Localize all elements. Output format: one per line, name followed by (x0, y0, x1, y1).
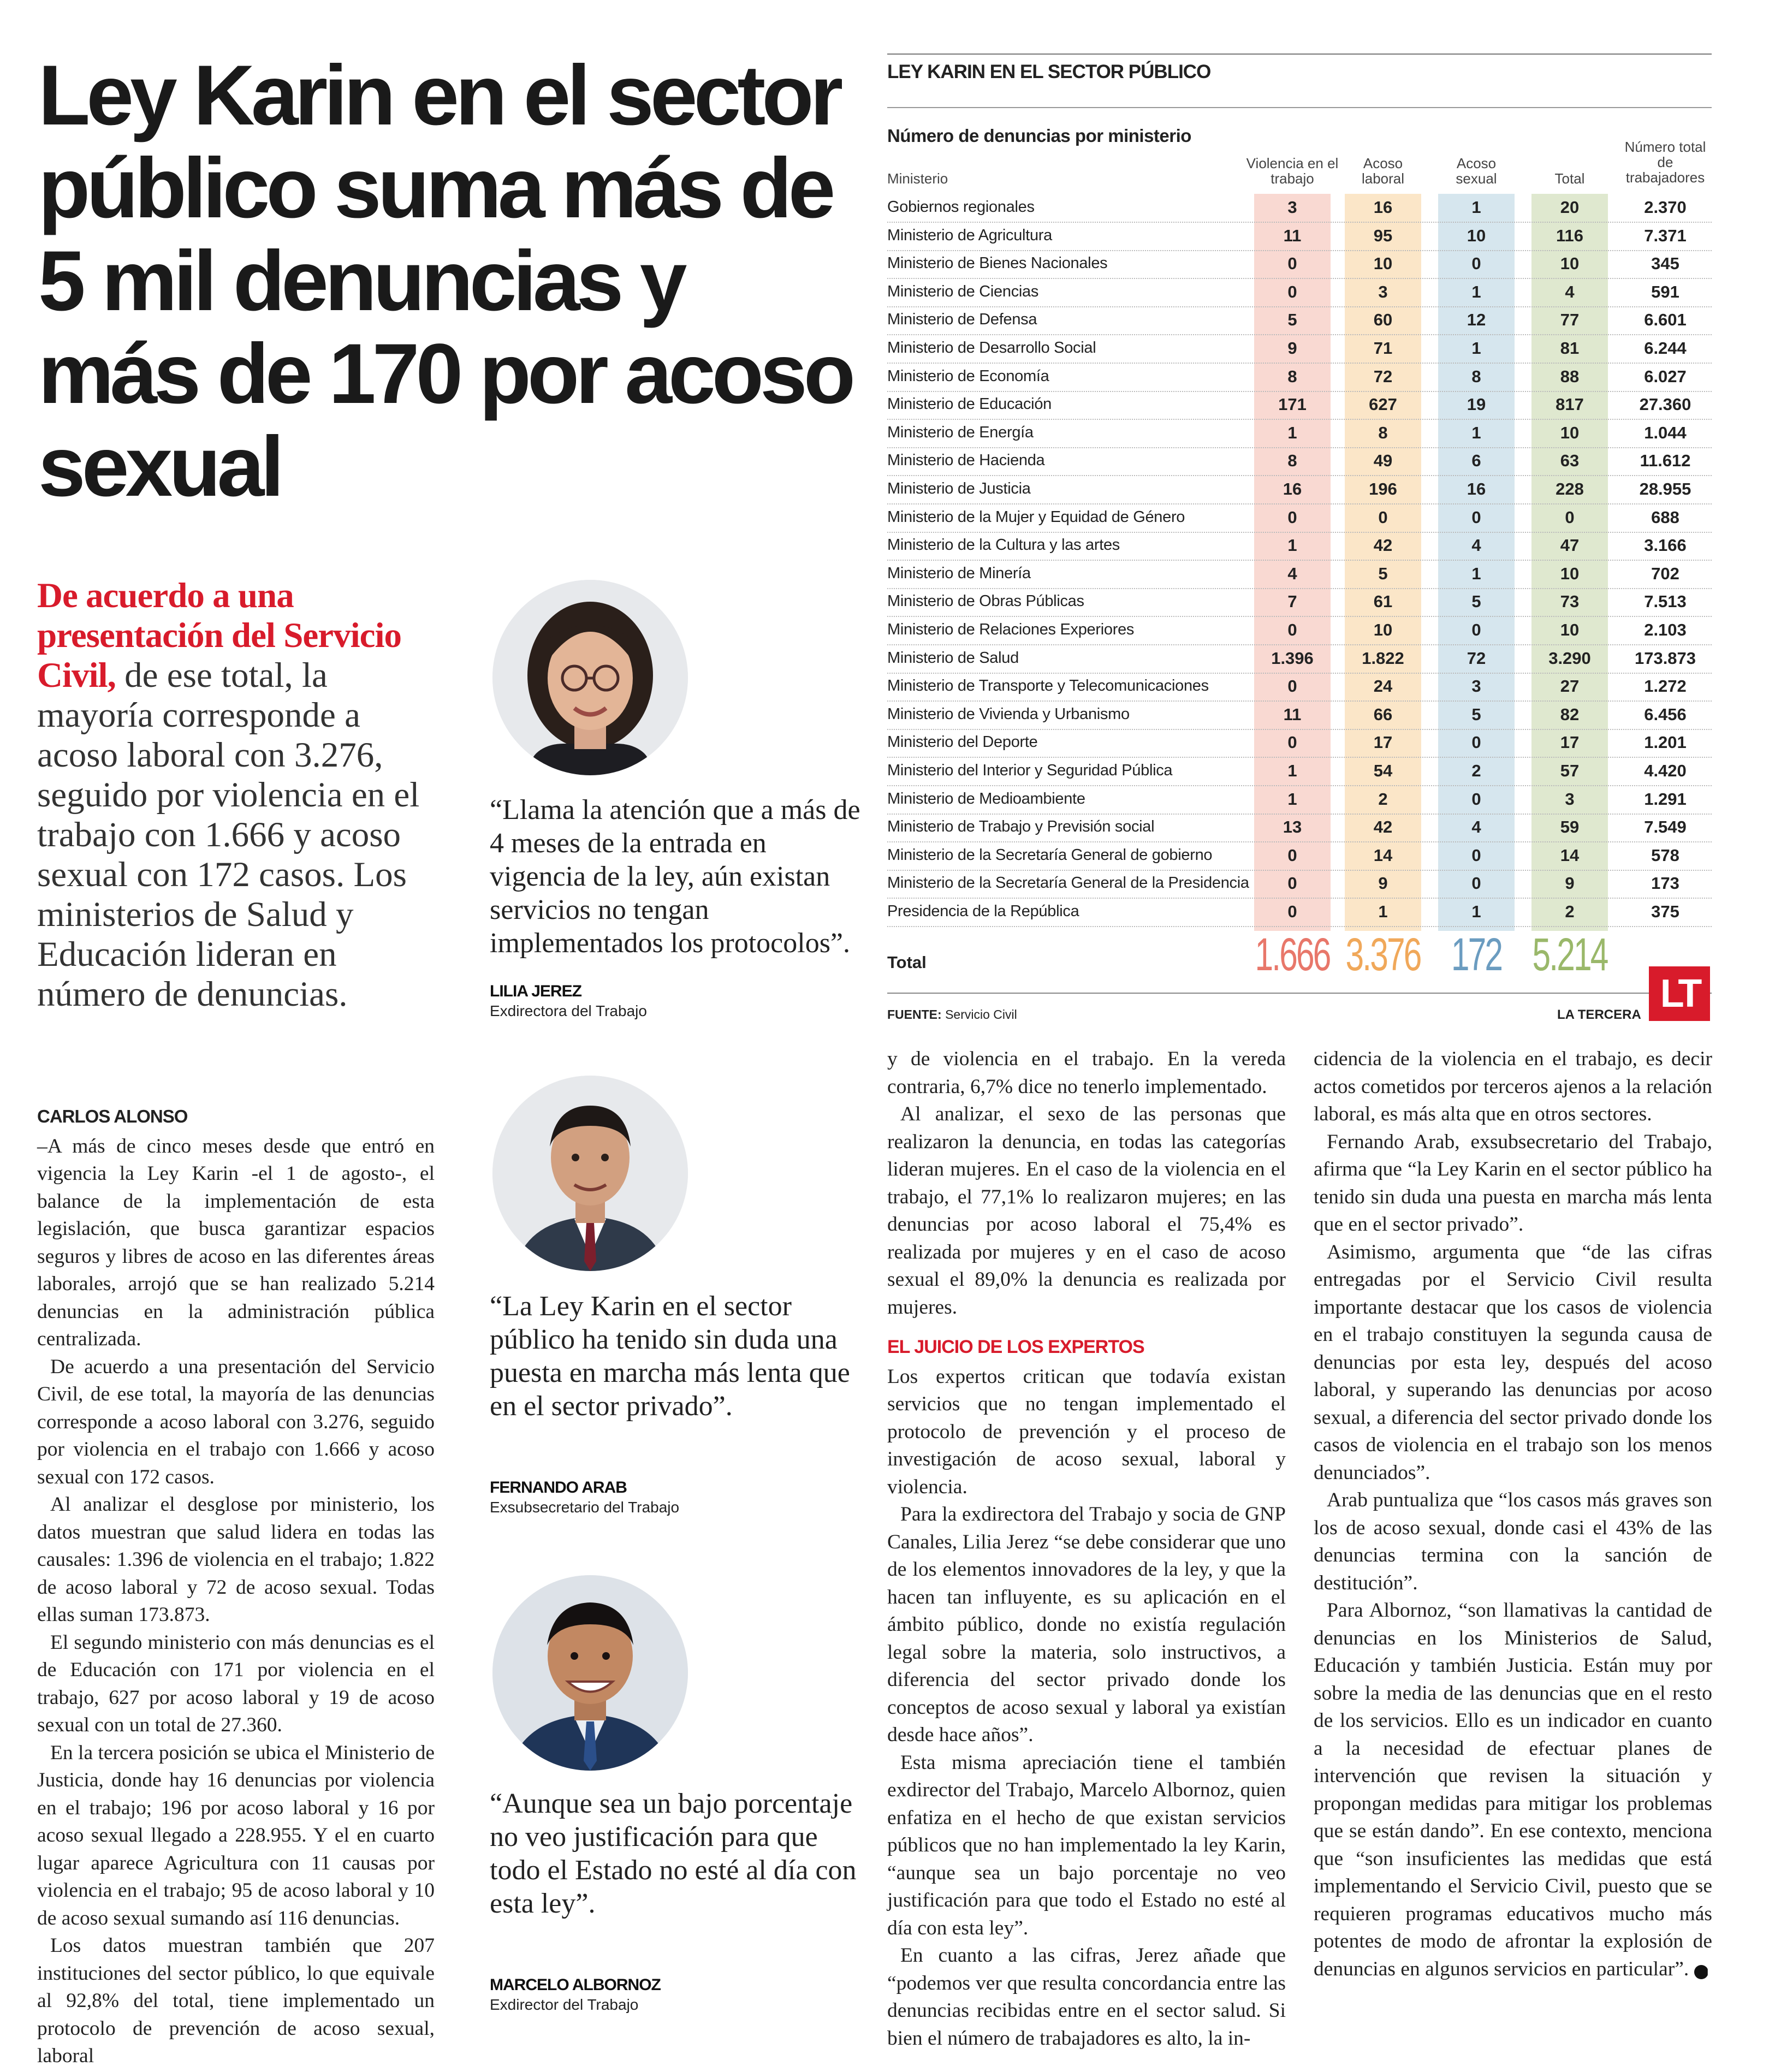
table-row-ministerio: Ministerio de Agricultura (887, 226, 1052, 244)
source-label: FUENTE: (887, 1007, 942, 1022)
table-cell: 9 (1565, 874, 1575, 893)
table-top-rule (887, 54, 1712, 55)
table-cell: 10 (1560, 620, 1580, 639)
table-cell: 116 (1556, 225, 1583, 245)
article-paragraph: En la tercera posición se ubica el Ministerio de Justicia, donde hay 16 denuncias por violencia en el trabajo; 196 por acoso laboral y 16 por acoso sexual llegado a 228.955. Y el en cuarto lugar aparece Agricultura con 11 causas por violencia en el trabajo; 95 de acoso laboral y 10 de acoso sexual sumando así 116 denuncias. (37, 1741, 435, 1929)
table-cell: 375 (1651, 902, 1679, 921)
table-row-divider (887, 588, 1712, 589)
article-paragraph: Asimismo, argumenta que “de las cifras entregadas por el Servicio Civil resulta importante destacar que los casos de violencia en el trabajo constituyen la segunda causa de denuncias por esta ley, después del acoso laboral, y superando las denuncias por acoso sexual, a diferencia del sector privado donde los casos de violencia en el trabajo son los menos denunciados”. (1314, 1240, 1712, 1484)
table-row-ministerio: Ministerio de la Mujer y Equidad de Género (887, 508, 1185, 526)
la-tercera-logo-icon: LT (1649, 966, 1710, 1021)
article-paragraph: Los datos muestran también que 207 instituciones del sector público, lo que equivale al 92,8% del total, tiene implementado un protocolo de prevención de acoso sexual, laboral (37, 1934, 435, 2067)
column-header-violencia: Violencia en el trabajo (1246, 155, 1339, 187)
table-cell: 19 (1467, 395, 1486, 414)
quote-author-role: Exsubsecretario del Trabajo (490, 1499, 680, 1516)
table-row-ministerio: Ministerio de Ciencias (887, 282, 1039, 300)
photo-marcelo-albornoz (492, 1575, 688, 1771)
table-row-divider (887, 532, 1712, 533)
table-cell: 17 (1373, 733, 1393, 752)
table-cell: 591 (1651, 282, 1679, 301)
table-row-ministerio: Gobiernos regionales (887, 198, 1035, 216)
table-cell: 0 (1471, 507, 1481, 527)
table-cell: 12 (1467, 310, 1486, 330)
table-row-ministerio: Ministerio de la Secretaría General de gobierno (887, 846, 1213, 864)
table-cell: 196 (1369, 479, 1397, 498)
lead-paragraph (37, 576, 441, 1014)
table-row-divider (887, 814, 1712, 815)
table-cell: 88 (1560, 366, 1580, 386)
total-acoso-laboral: 3.376 (1345, 929, 1421, 980)
quote-author-name: LILIA JEREZ (490, 982, 581, 1000)
table-cell: 10 (1560, 254, 1580, 274)
table-row-divider (887, 222, 1712, 223)
table-cell: 6.027 (1644, 366, 1687, 386)
total-violencia: 1.666 (1255, 929, 1330, 980)
source-note (887, 1007, 1017, 1022)
quote-author-role: Exdirectora del Trabajo (490, 1002, 647, 1019)
table-cell: 10 (1373, 620, 1393, 639)
table-cell: 0 (1287, 507, 1297, 527)
table-cell: 14 (1373, 845, 1393, 865)
quote-author-name: MARCELO ALBORNOZ (490, 1976, 661, 1994)
table-cell: 2 (1565, 902, 1575, 921)
table-cell: 1.044 (1644, 423, 1687, 442)
column-header-trabajadores: Número total de trabajadores (1624, 139, 1706, 186)
table-cell: 24 (1373, 676, 1393, 696)
table-row-divider (887, 503, 1712, 504)
table-row-divider (887, 757, 1712, 758)
table-cell: 2.103 (1644, 620, 1687, 639)
table-cell: 11 (1283, 225, 1302, 245)
end-mark-icon: P (1694, 1965, 1708, 1979)
table-cell: 1.272 (1644, 676, 1687, 696)
table-cell: 10 (1560, 423, 1580, 442)
table-cell: 0 (1471, 845, 1481, 865)
table-cell: 0 (1287, 620, 1297, 639)
table-cell: 10 (1373, 254, 1393, 274)
table-row-ministerio: Ministerio del Interior y Seguridad Pública (887, 762, 1173, 779)
photo-lilia-jerez (492, 580, 688, 775)
total-total: 5.214 (1532, 929, 1607, 980)
table-cell: 9 (1378, 874, 1388, 893)
table-cell: 1 (1378, 902, 1388, 921)
table-cell: 4 (1565, 282, 1575, 301)
table-cell: 42 (1373, 536, 1393, 555)
article-column-1 (37, 1103, 435, 2070)
lead-highlight: De acuerdo a una presentación del Servicio Civil, (37, 576, 402, 695)
table-row-divider (887, 898, 1712, 899)
table-row-divider (887, 278, 1712, 279)
article-paragraph: –A más de cinco meses desde que entró en vigencia la Ley Karin -el 1 de agosto-, el balance de la implementación de esta legislación, que busca garantizar espacios seguros y libres de acoso en las diferentes áreas laborales, arrojó que se han realizado 5.214 denuncias en la administración pública centralizada. (37, 1135, 435, 1350)
table-cell: 0 (1471, 733, 1481, 752)
table-cell: 627 (1369, 395, 1397, 414)
table-cell: 1 (1287, 761, 1297, 780)
table-cell: 1.201 (1644, 733, 1687, 752)
table-cell: 0 (1287, 874, 1297, 893)
table-row-divider (887, 306, 1712, 307)
portrait-man-icon (492, 1575, 688, 1771)
table-title-rule (887, 107, 1712, 108)
quote-text: “Aunque sea un bajo porcentaje no veo justificación para que todo el Estado no esté al día con esta ley”. (490, 1788, 857, 1919)
table-row-ministerio: Presidencia de la República (887, 903, 1079, 920)
table-cell: 5 (1471, 704, 1481, 724)
table-cell: 11.612 (1640, 451, 1691, 471)
article-paragraph: y de violencia en el trabajo. En la vereda contraria, 6,7% dice no tenerlo implementado. (887, 1048, 1286, 1098)
table-cell: 345 (1651, 254, 1679, 274)
table-cell: 82 (1560, 704, 1580, 724)
table-cell: 1 (1471, 423, 1481, 442)
table-cell: 817 (1556, 395, 1584, 414)
table-cell: 228 (1556, 479, 1584, 498)
table-cell: 57 (1560, 761, 1580, 780)
table-row-divider (887, 870, 1712, 871)
table-row-divider (887, 419, 1712, 420)
table-cell: 11 (1283, 704, 1302, 724)
table-cell: 0 (1565, 507, 1575, 527)
table-cell: 1.822 (1362, 648, 1404, 668)
table-cell: 7 (1287, 592, 1297, 611)
table-row-divider (887, 363, 1712, 364)
table-cell: 17 (1560, 733, 1580, 752)
table-cell: 8 (1378, 423, 1388, 442)
table-cell: 173.873 (1634, 648, 1696, 668)
table-cell: 63 (1560, 451, 1580, 471)
source-value: Servicio Civil (945, 1007, 1017, 1022)
table-row-divider (887, 616, 1712, 617)
table-cell: 1 (1471, 339, 1481, 358)
table-cell: 3.166 (1644, 536, 1687, 555)
table-row-divider (887, 700, 1712, 702)
table-cell: 0 (1287, 254, 1297, 274)
table-row-ministerio: Ministerio de Defensa (887, 311, 1037, 329)
article-paragraph (1314, 1597, 1712, 1983)
article-paragraph: Arab puntualiza que “los casos más graves son los de acoso sexual, donde casi el 43% de las denuncias termina con la sanción de destitución”. (1314, 1489, 1712, 1594)
table-cell: 27.360 (1639, 395, 1691, 414)
table-cell: 2 (1378, 789, 1388, 809)
table-cell: 1 (1287, 789, 1297, 809)
table-cell: 20 (1560, 198, 1580, 217)
table-row-ministerio: Ministerio de Vivienda y Urbanismo (887, 705, 1130, 723)
table-cell: 3 (1565, 789, 1575, 809)
table-subtitle: Número de denuncias por ministerio (887, 126, 1191, 146)
table-cell: 0 (1287, 733, 1297, 752)
article-column-3 (887, 1046, 1286, 2052)
table-row-divider (887, 673, 1712, 674)
table-cell: 28.955 (1639, 479, 1691, 498)
article-paragraph: Los expertos critican que todavía existan servicios que no tengan implementado el protocolo de prevención y el proceso de investigación de acoso sexual, laboral y violencia. (887, 1365, 1286, 1498)
quote-author-name: FERNANDO ARAB (490, 1479, 627, 1497)
table-row-ministerio: Ministerio de Trabajo y Previsión social (887, 818, 1155, 836)
table-cell: 0 (1471, 874, 1481, 893)
table-row-divider (887, 926, 1712, 927)
table-cell: 9 (1287, 339, 1297, 358)
table-cell: 6.601 (1644, 310, 1687, 330)
table-cell: 5 (1378, 563, 1388, 583)
table-cell: 10 (1467, 225, 1486, 245)
table-cell: 72 (1467, 648, 1486, 668)
table-cell: 4.420 (1644, 761, 1687, 780)
author-byline: CARLOS ALONSO (37, 1106, 188, 1126)
table-row-ministerio: Ministerio de Economía (887, 367, 1049, 385)
quote-author-role: Exdirector del Trabajo (490, 1996, 639, 2013)
table-cell: 7.549 (1644, 817, 1687, 837)
table-row-divider (887, 785, 1712, 786)
table-bottom-rule (887, 993, 1712, 994)
table-cell: 0 (1378, 507, 1388, 527)
brand-name: LA TERCERA (1557, 1007, 1641, 1022)
table-row-ministerio: Ministerio de Justicia (887, 480, 1031, 497)
table-cell: 0 (1471, 620, 1481, 639)
table-cell: 6.456 (1644, 704, 1687, 724)
table-cell: 8 (1471, 366, 1481, 386)
total-acoso-sexual: 172 (1451, 929, 1502, 980)
table-cell: 4 (1471, 536, 1481, 555)
table-cell: 0 (1471, 254, 1481, 274)
table-cell: 0 (1287, 845, 1297, 865)
table-cell: 71 (1373, 339, 1393, 358)
table-row-ministerio: Ministerio de Desarrollo Social (887, 339, 1096, 357)
table-row-divider (887, 644, 1712, 645)
table-cell: 3.290 (1548, 648, 1591, 668)
table-cell: 3 (1471, 676, 1481, 696)
table-cell: 8 (1287, 366, 1297, 386)
table-cell: 14 (1560, 845, 1580, 865)
table-cell: 6.244 (1644, 339, 1687, 358)
article-paragraph: Fernando Arab, exsubsecretario del Trabajo, afirma que “la Ley Karin en el sector público ha tenido sin duda una puesta en marcha más lenta que en el sector privado”. (1314, 1130, 1712, 1236)
table-cell: 16 (1467, 479, 1486, 498)
article-paragraph: cidencia de la violencia en el trabajo, es decir actos cometidos por terceros ajenos a la relación laboral, es más alta que en otros sectores. (1314, 1048, 1712, 1125)
table-cell: 171 (1278, 395, 1307, 414)
table-cell: 1 (1471, 902, 1481, 921)
table-cell: 578 (1651, 845, 1679, 865)
table-cell: 77 (1560, 310, 1580, 330)
table-cell: 2.370 (1644, 198, 1687, 217)
table-cell: 4 (1287, 563, 1297, 583)
table-row-ministerio: Ministerio de Relaciones Experiores (887, 621, 1135, 638)
table-cell: 702 (1651, 563, 1679, 583)
portrait-woman-icon (492, 580, 688, 775)
article-paragraph: Para la exdirectora del Trabajo y socia de GNP Canales, Lilia Jerez “se debe considerar que uno de los elementos innovadores de la ley, y que la hacen tan influyente, es su aplicación en el ámbito público, donde no existía regulación legal sobre la materia, solo instructivos, a diferencia del sector privado donde los conceptos de acoso sexual y laboral ya existían desde hace años”. (887, 1503, 1286, 1746)
table-row-divider (887, 250, 1712, 251)
table-cell: 173 (1651, 874, 1679, 893)
table-row-ministerio: Ministerio de la Secretaría General de la Presidencia (887, 874, 1249, 892)
table-row-divider (887, 841, 1712, 842)
table-row-ministerio: Ministerio de Salud (887, 649, 1019, 667)
table-cell: 6 (1471, 451, 1481, 471)
table-cell: 66 (1373, 704, 1393, 724)
table-cell: 5 (1287, 310, 1297, 330)
table-cell: 0 (1471, 789, 1481, 809)
table-row-ministerio: Ministerio de Medioambiente (887, 789, 1085, 808)
table-cell: 95 (1373, 225, 1393, 245)
total-label: Total (887, 953, 927, 972)
table-cell: 16 (1373, 198, 1393, 217)
table-cell: 60 (1373, 310, 1393, 330)
table-cell: 3 (1287, 198, 1297, 217)
table-cell: 0 (1287, 282, 1297, 301)
table-row-ministerio: Ministerio de Minería (887, 564, 1031, 582)
table-cell: 13 (1283, 817, 1302, 837)
table-cell: 81 (1560, 339, 1580, 358)
table-row-divider (887, 334, 1712, 335)
table-cell: 0 (1287, 676, 1297, 696)
article-paragraph: Al analizar, el sexo de las personas que realizaron la denuncia, en todas las categorías lideran mujeres. En el caso de la violencia en el trabajo, el 77,1% lo realizaron mujeres; en las denuncias por acoso laboral el 75,4% es realizada por mujeres y en el caso de acoso sexual el 89,0% la denuncia es realizada por mujeres. (887, 1103, 1286, 1319)
table-row-ministerio: Ministerio de la Cultura y las artes (887, 536, 1120, 554)
table-row-divider (887, 560, 1712, 561)
table-cell: 0 (1287, 902, 1297, 921)
article-paragraph-text: Para Albornoz, “son llamativas la cantidad de denuncias en los Ministerios de Salud, Educación y también Justicia. Están muy por sobre la media de las denuncias que en el resto de los servicios. Ello es un indicador en cuanto a la necesidad de efectuar planes de intervención que revisen la situación y propongan medidas para mitigar los problemas que se están dando”. En ese contexto, menciona que “son insuficientes las medidas que está implementando el Servicio Civil, puesto que se requieren programas educativos mucho más potentes de modo de afrontar la explosión de denuncias en algunos servicios en particular”. (1314, 1599, 1712, 1980)
table-cell: 1 (1471, 282, 1481, 301)
table-cell: 3 (1378, 282, 1388, 301)
article-paragraph: Al analizar el desglose por ministerio, los datos muestran que salud lidera en todas las causales: 1.396 de violencia en el trabajo; 1.822 de acoso laboral y 72 de acoso sexual. Todas ellas suman 173.873. (37, 1493, 435, 1626)
table-cell: 4 (1471, 817, 1481, 837)
table-cell: 7.371 (1644, 225, 1687, 245)
table-cell: 2 (1471, 761, 1481, 780)
table-row-divider (887, 475, 1712, 476)
table-row-divider (887, 447, 1712, 448)
table-cell: 688 (1651, 507, 1679, 527)
article-paragraph: En cuanto a las cifras, Jerez añade que “podemos ver que resulta concordancia entre las denuncias recibidas entre en el sector salud. Si bien el número de trabajadores es alto, la in- (887, 1944, 1286, 2050)
table-cell: 7.513 (1644, 592, 1687, 611)
table-cell: 1 (1287, 423, 1297, 442)
table-cell: 1 (1471, 563, 1481, 583)
table-row-ministerio: Ministerio de Bienes Nacionales (887, 254, 1108, 272)
article-paragraph: El segundo ministerio con más denuncias es el de Educación con 171 por violencia en el trabajo, 627 por acoso laboral y 19 de acoso sexual con un total de 27.360. (37, 1631, 435, 1736)
table-cell: 59 (1560, 817, 1580, 837)
quote-text: “La Ley Karin en el sector público ha tenido sin duda una puesta en marcha más lenta que en el sector privado”. (490, 1291, 850, 1422)
table-cell: 72 (1373, 366, 1393, 386)
article-paragraph: Esta misma apreciación tiene el también exdirector del Trabajo, Marcelo Albornoz, quien enfatiza en el hecho de que existan servicios públicos que no han implementado la ley Karin, “aunque sea un bajo porcentaje no veo justificación para que todo el Estado no esté al día con esta ley”. (887, 1751, 1286, 1939)
table-cell: 61 (1373, 592, 1393, 611)
article-paragraph: De acuerdo a una presentación del Servicio Civil, de ese total, la mayoría de las denuncias corresponde a acoso laboral con 3.276, seguido por violencia en el trabajo con 1.666 y acoso sexual con 172 casos. (37, 1355, 435, 1488)
table-cell: 10 (1560, 563, 1580, 583)
table-row-ministerio: Ministerio de Energía (887, 423, 1034, 441)
table-cell: 73 (1560, 592, 1580, 611)
table-row-divider (887, 391, 1712, 392)
table-cell: 16 (1283, 479, 1302, 498)
table-cell: 1.291 (1644, 789, 1687, 809)
table-row-divider (887, 729, 1712, 730)
table-cell: 5 (1471, 592, 1481, 611)
column-header-acoso-laboral: Acoso laboral (1361, 155, 1405, 187)
section-subhead: EL JUICIO DE LOS EXPERTOS (887, 1337, 1144, 1357)
table-cell: 49 (1373, 451, 1393, 471)
column-header-total: Total (1554, 170, 1585, 187)
column-header-ministerio: Ministerio (887, 170, 948, 187)
table-cell: 1 (1471, 198, 1481, 217)
table-row-ministerio: Ministerio de Transporte y Telecomunicaciones (887, 677, 1209, 695)
table-row-ministerio: Ministerio del Deporte (887, 733, 1038, 751)
headline: Ley Karin en el sector público suma más de 5 mil denuncias y más de 170 por acoso sexual (38, 48, 852, 514)
table-row-ministerio: Ministerio de Educación (887, 395, 1052, 413)
photo-fernando-arab (492, 1076, 688, 1271)
table-cell: 1.396 (1271, 648, 1314, 668)
quote-text: “Llama la atención que a más de 4 meses de la entrada en vigencia de la ley, aún existan servicios no tengan implementados los protocolos”. (490, 794, 860, 959)
table-cell: 8 (1287, 451, 1297, 471)
table-cell: 27 (1560, 676, 1580, 696)
table-cell: 1 (1287, 536, 1297, 555)
table-cell: 54 (1373, 761, 1393, 780)
table-row-ministerio: Ministerio de Obras Públicas (887, 592, 1084, 610)
table-row-ministerio: Ministerio de Hacienda (887, 452, 1045, 470)
article-column-4 (1314, 1046, 1712, 1983)
table-cell: 42 (1373, 817, 1393, 837)
lead-text: de ese total, la mayoría corresponde a acoso laboral con 3.276, seguido por violencia en el trabajo con 1.666 y acoso sexual con 172 casos. Los ministerios de Salud y Educación lideran en número de denuncias. (37, 656, 420, 1014)
table-title: LEY KARIN EN EL SECTOR PÚBLICO (887, 61, 1211, 82)
table-cell: 47 (1560, 536, 1580, 555)
column-header-acoso-sexual: Acoso sexual (1456, 155, 1497, 187)
portrait-man-icon (492, 1076, 688, 1271)
